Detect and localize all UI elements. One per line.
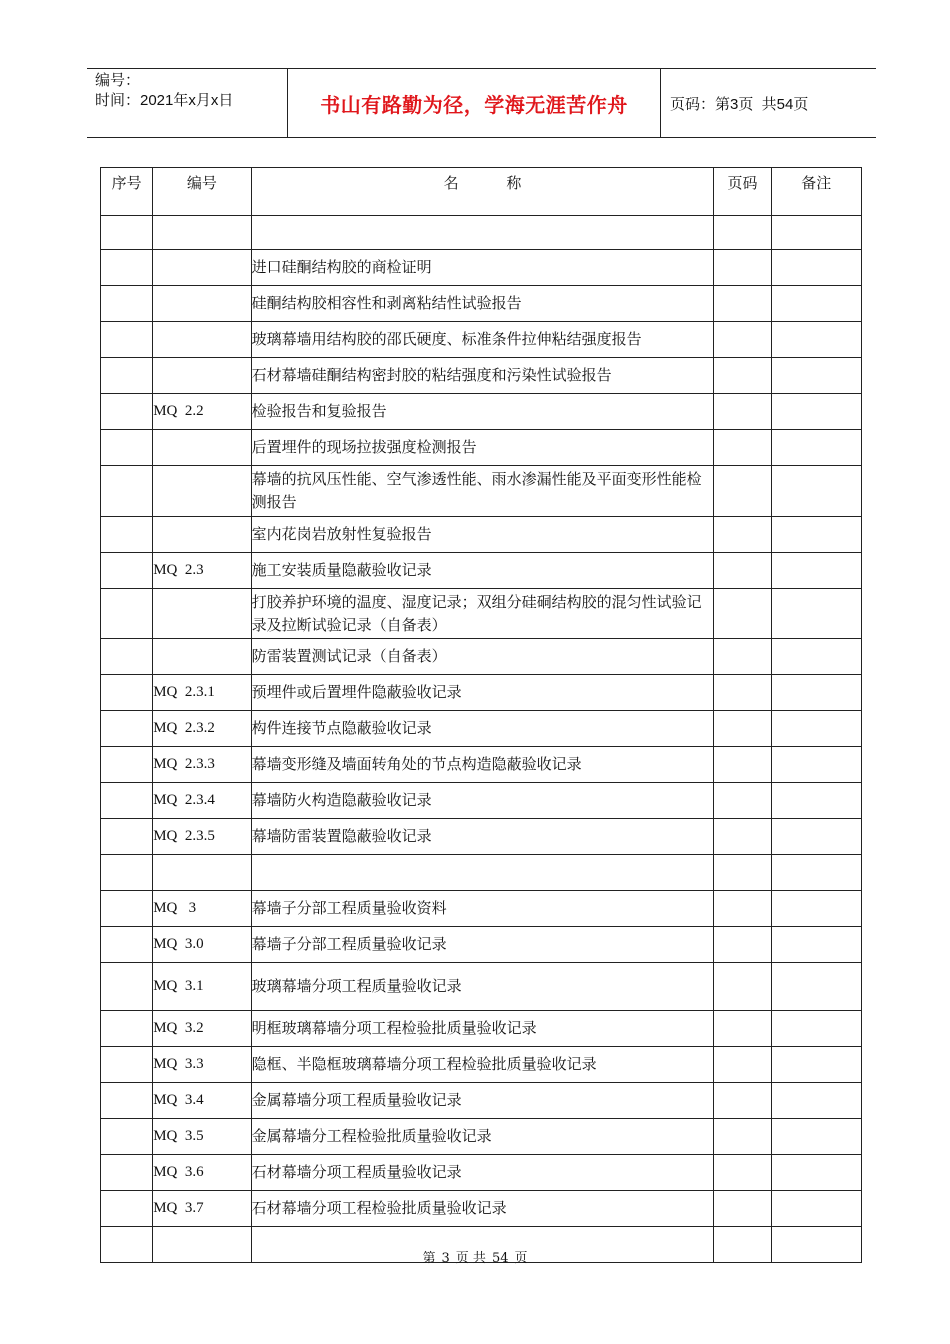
table-row	[101, 819, 862, 855]
row-name-cell: 玻璃幕墙用结构胶的邵氏硬度、标准条件拉伸粘结强度报告	[251, 322, 714, 358]
number-label: 编号：	[95, 72, 141, 89]
row-name-cell: 预埋件或后置埋件隐蔽验收记录	[251, 675, 714, 711]
row-page-cell	[714, 927, 771, 963]
row-seq-cell	[101, 430, 153, 466]
row-note-cell	[771, 639, 861, 675]
row-page-cell	[714, 322, 771, 358]
table-header-row	[101, 168, 862, 216]
row-page-cell	[714, 819, 771, 855]
row-note-cell	[771, 927, 861, 963]
row-seq-cell	[101, 358, 153, 394]
table-row	[101, 1083, 862, 1119]
page-footer	[0, 1247, 950, 1266]
row-seq-cell	[101, 891, 153, 927]
footer-middle: 页 共	[455, 1251, 486, 1266]
row-seq-cell	[101, 322, 153, 358]
page-header	[87, 68, 876, 138]
row-code-cell	[153, 358, 251, 394]
row-note-cell	[771, 855, 861, 891]
header-divider	[660, 69, 661, 137]
footer-suffix: 页	[514, 1251, 528, 1266]
table-row	[101, 855, 862, 891]
col-header-page: 页码	[714, 168, 771, 216]
row-note-cell	[771, 1047, 861, 1083]
row-seq-cell	[101, 1047, 153, 1083]
row-seq-cell	[101, 394, 153, 430]
row-page-cell	[714, 589, 771, 639]
table-row	[101, 927, 862, 963]
table-row	[101, 589, 862, 639]
row-code-cell	[153, 250, 251, 286]
time-label: 时间：2021年x月x日	[95, 92, 234, 109]
row-page-cell	[714, 783, 771, 819]
row-note-cell	[771, 589, 861, 639]
row-seq-cell	[101, 1119, 153, 1155]
row-note-cell	[771, 216, 861, 250]
row-code-cell: MQ 2.3.5	[153, 819, 251, 855]
row-page-cell	[714, 891, 771, 927]
table-row	[101, 430, 862, 466]
row-page-cell	[714, 430, 771, 466]
row-seq-cell	[101, 250, 153, 286]
row-name-cell: 玻璃幕墙分项工程质量验收记录	[251, 963, 714, 1011]
row-code-cell: MQ 2.3	[153, 553, 251, 589]
row-note-cell	[771, 819, 861, 855]
row-code-cell: MQ 3.1	[153, 963, 251, 1011]
row-code-cell: MQ 2.2	[153, 394, 251, 430]
document-index-table	[100, 167, 862, 1263]
row-seq-cell	[101, 589, 153, 639]
row-name-cell: 石材幕墙分项工程质量验收记录	[251, 1155, 714, 1191]
row-note-cell	[771, 394, 861, 430]
col-header-note: 备注	[771, 168, 861, 216]
row-page-cell	[714, 1155, 771, 1191]
row-note-cell	[771, 517, 861, 553]
row-page-cell	[714, 216, 771, 250]
row-code-cell: MQ 3.2	[153, 1011, 251, 1047]
row-page-cell	[714, 639, 771, 675]
row-note-cell	[771, 430, 861, 466]
row-seq-cell	[101, 517, 153, 553]
row-name-cell: 室内花岗岩放射性复验报告	[251, 517, 714, 553]
footer-page-number: 3	[441, 1251, 450, 1266]
row-code-cell: MQ 3.5	[153, 1119, 251, 1155]
row-code-cell	[153, 286, 251, 322]
row-name-cell: 幕墙防火构造隐蔽验收记录	[251, 783, 714, 819]
row-name-cell: 金属幕墙分项工程质量验收记录	[251, 1083, 714, 1119]
row-note-cell	[771, 322, 861, 358]
row-note-cell	[771, 891, 861, 927]
row-page-cell	[714, 394, 771, 430]
row-code-cell: MQ 3.7	[153, 1191, 251, 1227]
row-name-cell: 幕墙子分部工程质量验收资料	[251, 891, 714, 927]
row-note-cell	[771, 1083, 861, 1119]
row-page-cell	[714, 747, 771, 783]
row-code-cell	[153, 430, 251, 466]
row-seq-cell	[101, 286, 153, 322]
table-row	[101, 1191, 862, 1227]
row-note-cell	[771, 1155, 861, 1191]
row-name-cell: 隐框、半隐框玻璃幕墙分项工程检验批质量验收记录	[251, 1047, 714, 1083]
row-code-cell: MQ 2.3.4	[153, 783, 251, 819]
row-name-cell: 施工安装质量隐蔽验收记录	[251, 553, 714, 589]
row-note-cell	[771, 358, 861, 394]
table-row	[101, 891, 862, 927]
row-seq-cell	[101, 1155, 153, 1191]
table-row	[101, 1011, 862, 1047]
row-code-cell	[153, 322, 251, 358]
table-row	[101, 286, 862, 322]
table-row	[101, 963, 862, 1011]
table-row	[101, 1047, 862, 1083]
row-note-cell	[771, 747, 861, 783]
table-row	[101, 639, 862, 675]
row-code-cell: MQ 2.3.2	[153, 711, 251, 747]
header-page-info: 页码：第3页 共54页	[670, 95, 809, 113]
row-code-cell	[153, 517, 251, 553]
table-row	[101, 216, 862, 250]
row-note-cell	[771, 783, 861, 819]
row-page-cell	[714, 466, 771, 517]
footer-total-pages: 54	[491, 1251, 509, 1266]
row-name-cell: 防雷装置测试记录（自备表）	[251, 639, 714, 675]
table-row	[101, 250, 862, 286]
table-row	[101, 711, 862, 747]
row-seq-cell	[101, 1011, 153, 1047]
row-seq-cell	[101, 963, 153, 1011]
col-header-name: 名 称	[251, 168, 714, 216]
table-row	[101, 747, 862, 783]
row-name-cell	[251, 855, 714, 891]
row-seq-cell	[101, 819, 153, 855]
header-motto: 书山有路勤为径，学海无涯苦作舟	[320, 92, 628, 117]
row-seq-cell	[101, 216, 153, 250]
row-page-cell	[714, 1011, 771, 1047]
row-page-cell	[714, 1047, 771, 1083]
row-page-cell	[714, 963, 771, 1011]
row-page-cell	[714, 711, 771, 747]
row-page-cell	[714, 855, 771, 891]
row-name-cell: 进口硅酮结构胶的商检证明	[251, 250, 714, 286]
row-page-cell	[714, 250, 771, 286]
table-row	[101, 322, 862, 358]
table-row	[101, 783, 862, 819]
row-name-cell: 幕墙的抗风压性能、空气渗透性能、雨水渗漏性能及平面变形性能检测报告	[251, 466, 714, 517]
table-row	[101, 1119, 862, 1155]
row-note-cell	[771, 1011, 861, 1047]
row-seq-cell	[101, 1191, 153, 1227]
row-note-cell	[771, 286, 861, 322]
row-name-cell: 打胶养护环境的温度、湿度记录；双组分硅硐结构胶的混匀性试验记录及拉断试验记录（自备表）	[251, 589, 714, 639]
row-seq-cell	[101, 1083, 153, 1119]
row-seq-cell	[101, 927, 153, 963]
footer-prefix: 第	[422, 1251, 436, 1266]
row-note-cell	[771, 250, 861, 286]
row-code-cell: MQ 3.4	[153, 1083, 251, 1119]
row-page-cell	[714, 1083, 771, 1119]
row-name-cell: 幕墙变形缝及墙面转角处的节点构造隐蔽验收记录	[251, 747, 714, 783]
table-row	[101, 1155, 862, 1191]
row-code-cell: MQ 3	[153, 891, 251, 927]
col-header-code: 编号	[153, 168, 251, 216]
row-seq-cell	[101, 711, 153, 747]
row-page-cell	[714, 517, 771, 553]
table-row	[101, 675, 862, 711]
row-name-cell: 明框玻璃幕墙分项工程检验批质量验收记录	[251, 1011, 714, 1047]
row-code-cell	[153, 639, 251, 675]
row-name-cell: 金属幕墙分工程检验批质量验收记录	[251, 1119, 714, 1155]
row-code-cell: MQ 3.3	[153, 1047, 251, 1083]
row-code-cell	[153, 855, 251, 891]
row-code-cell	[153, 466, 251, 517]
row-name-cell: 石材幕墙硅酮结构密封胶的粘结强度和污染性试验报告	[251, 358, 714, 394]
table-row	[101, 466, 862, 517]
row-code-cell	[153, 589, 251, 639]
row-page-cell	[714, 358, 771, 394]
col-header-seq: 序号	[101, 168, 153, 216]
header-meta	[95, 71, 233, 111]
row-code-cell: MQ 2.3.1	[153, 675, 251, 711]
row-page-cell	[714, 675, 771, 711]
row-note-cell	[771, 1191, 861, 1227]
row-seq-cell	[101, 675, 153, 711]
row-seq-cell	[101, 639, 153, 675]
row-page-cell	[714, 1191, 771, 1227]
row-seq-cell	[101, 855, 153, 891]
row-name-cell: 幕墙子分部工程质量验收记录	[251, 927, 714, 963]
row-note-cell	[771, 711, 861, 747]
row-page-cell	[714, 1119, 771, 1155]
row-seq-cell	[101, 553, 153, 589]
row-name-cell	[251, 216, 714, 250]
row-note-cell	[771, 553, 861, 589]
table-row	[101, 358, 862, 394]
row-name-cell: 后置埋件的现场拉拔强度检测报告	[251, 430, 714, 466]
table-row	[101, 394, 862, 430]
row-page-cell	[714, 553, 771, 589]
row-seq-cell	[101, 466, 153, 517]
table-row	[101, 517, 862, 553]
row-note-cell	[771, 1119, 861, 1155]
row-note-cell	[771, 675, 861, 711]
row-code-cell	[153, 216, 251, 250]
row-code-cell: MQ 3.6	[153, 1155, 251, 1191]
row-name-cell: 石材幕墙分项工程检验批质量验收记录	[251, 1191, 714, 1227]
table-row	[101, 553, 862, 589]
row-note-cell	[771, 963, 861, 1011]
row-name-cell: 检验报告和复验报告	[251, 394, 714, 430]
row-code-cell: MQ 2.3.3	[153, 747, 251, 783]
row-seq-cell	[101, 747, 153, 783]
row-code-cell: MQ 3.0	[153, 927, 251, 963]
row-seq-cell	[101, 783, 153, 819]
row-name-cell: 构件连接节点隐蔽验收记录	[251, 711, 714, 747]
row-name-cell: 幕墙防雷装置隐蔽验收记录	[251, 819, 714, 855]
row-name-cell: 硅酮结构胶相容性和剥离粘结性试验报告	[251, 286, 714, 322]
row-page-cell	[714, 286, 771, 322]
row-note-cell	[771, 466, 861, 517]
